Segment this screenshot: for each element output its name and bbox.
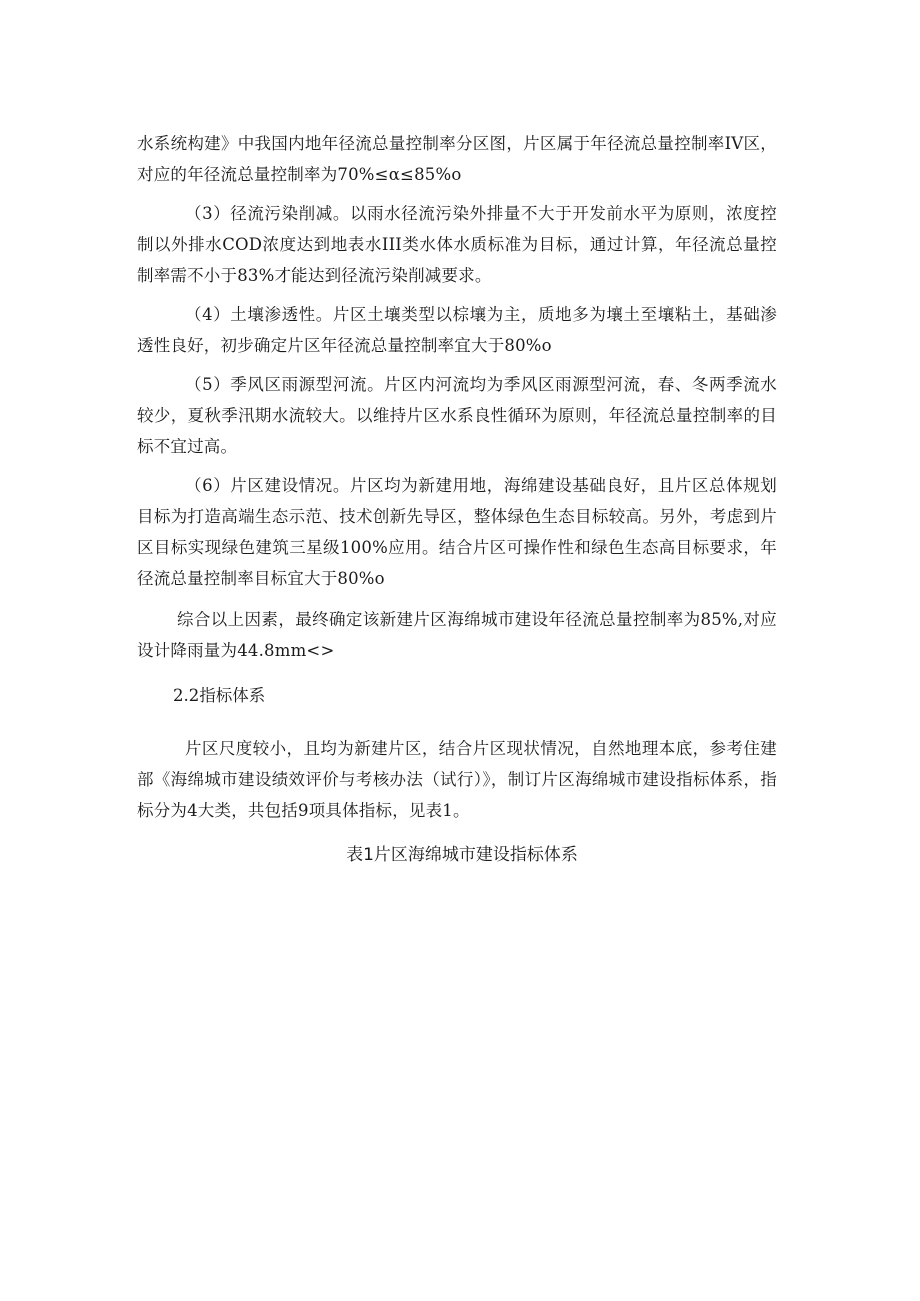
paragraph-conclusion: 综合以上因素，最终确定该新建片区海绵城市建设年径流总量控制率为85%,对应设计降雨量为44.8mm<> [137, 610, 777, 660]
section-heading: 2.2指标体系 [173, 686, 266, 705]
paragraph-monsoon-rivers: （5）季风区雨源型河流。片区内河流均为季风区雨源型河流，春、冬两季流水较少，夏秋季汛期水流较大。以维持片区水系良性循环为原则，年径流总量控制率的目标不宜过高。 [137, 375, 777, 456]
paragraph-continuation: 水系统构建》中我国内地年径流总量控制率分区图，片区属于年径流总量控制率IV区，对应的年径流总量控制率为70%≤α≤85%o [137, 134, 777, 184]
table-caption: 表1片区海绵城市建设指标体系 [346, 845, 578, 865]
paragraph-runoff-pollution: （3）径流污染削减。以雨水径流污染外排量不大于开发前水平为原则，浓度控制以外排水COD浓度达到地表水III类水体水质标准为目标，通过计算，年径流总量控制率需不小于83%才能达到径流污染削减要求。 [137, 204, 777, 285]
paragraph-construction-status: （6）片区建设情况。片区均为新建用地，海绵建设基础良好，且片区总体规划目标为打造高端生态示范、技术创新先导区，整体绿色生态目标较高。另外，考虑到片区目标实现绿色建筑三星级100%应用。结合片区可操作性和绿色生态高目标要求，年径流总量控制率目标宜大于80%o [137, 476, 777, 588]
document-body [137, 128, 777, 871]
paragraph-soil-permeability: （4）土壤渗透性。片区土壤类型以棕壤为主，质地多为壤土至壤粘土，基础渗透性良好，初步确定片区年径流总量控制率宜大于80%o [137, 305, 777, 355]
paragraph-indicator-system: 片区尺度较小，且均为新建片区，结合片区现状情况，自然地理本底，参考住建部《海绵城市建设绩效评价与考核办法（试行）》，制订片区海绵城市建设指标体系，指标分为4大类，共包括9项具体指标，见表1。 [137, 739, 777, 820]
